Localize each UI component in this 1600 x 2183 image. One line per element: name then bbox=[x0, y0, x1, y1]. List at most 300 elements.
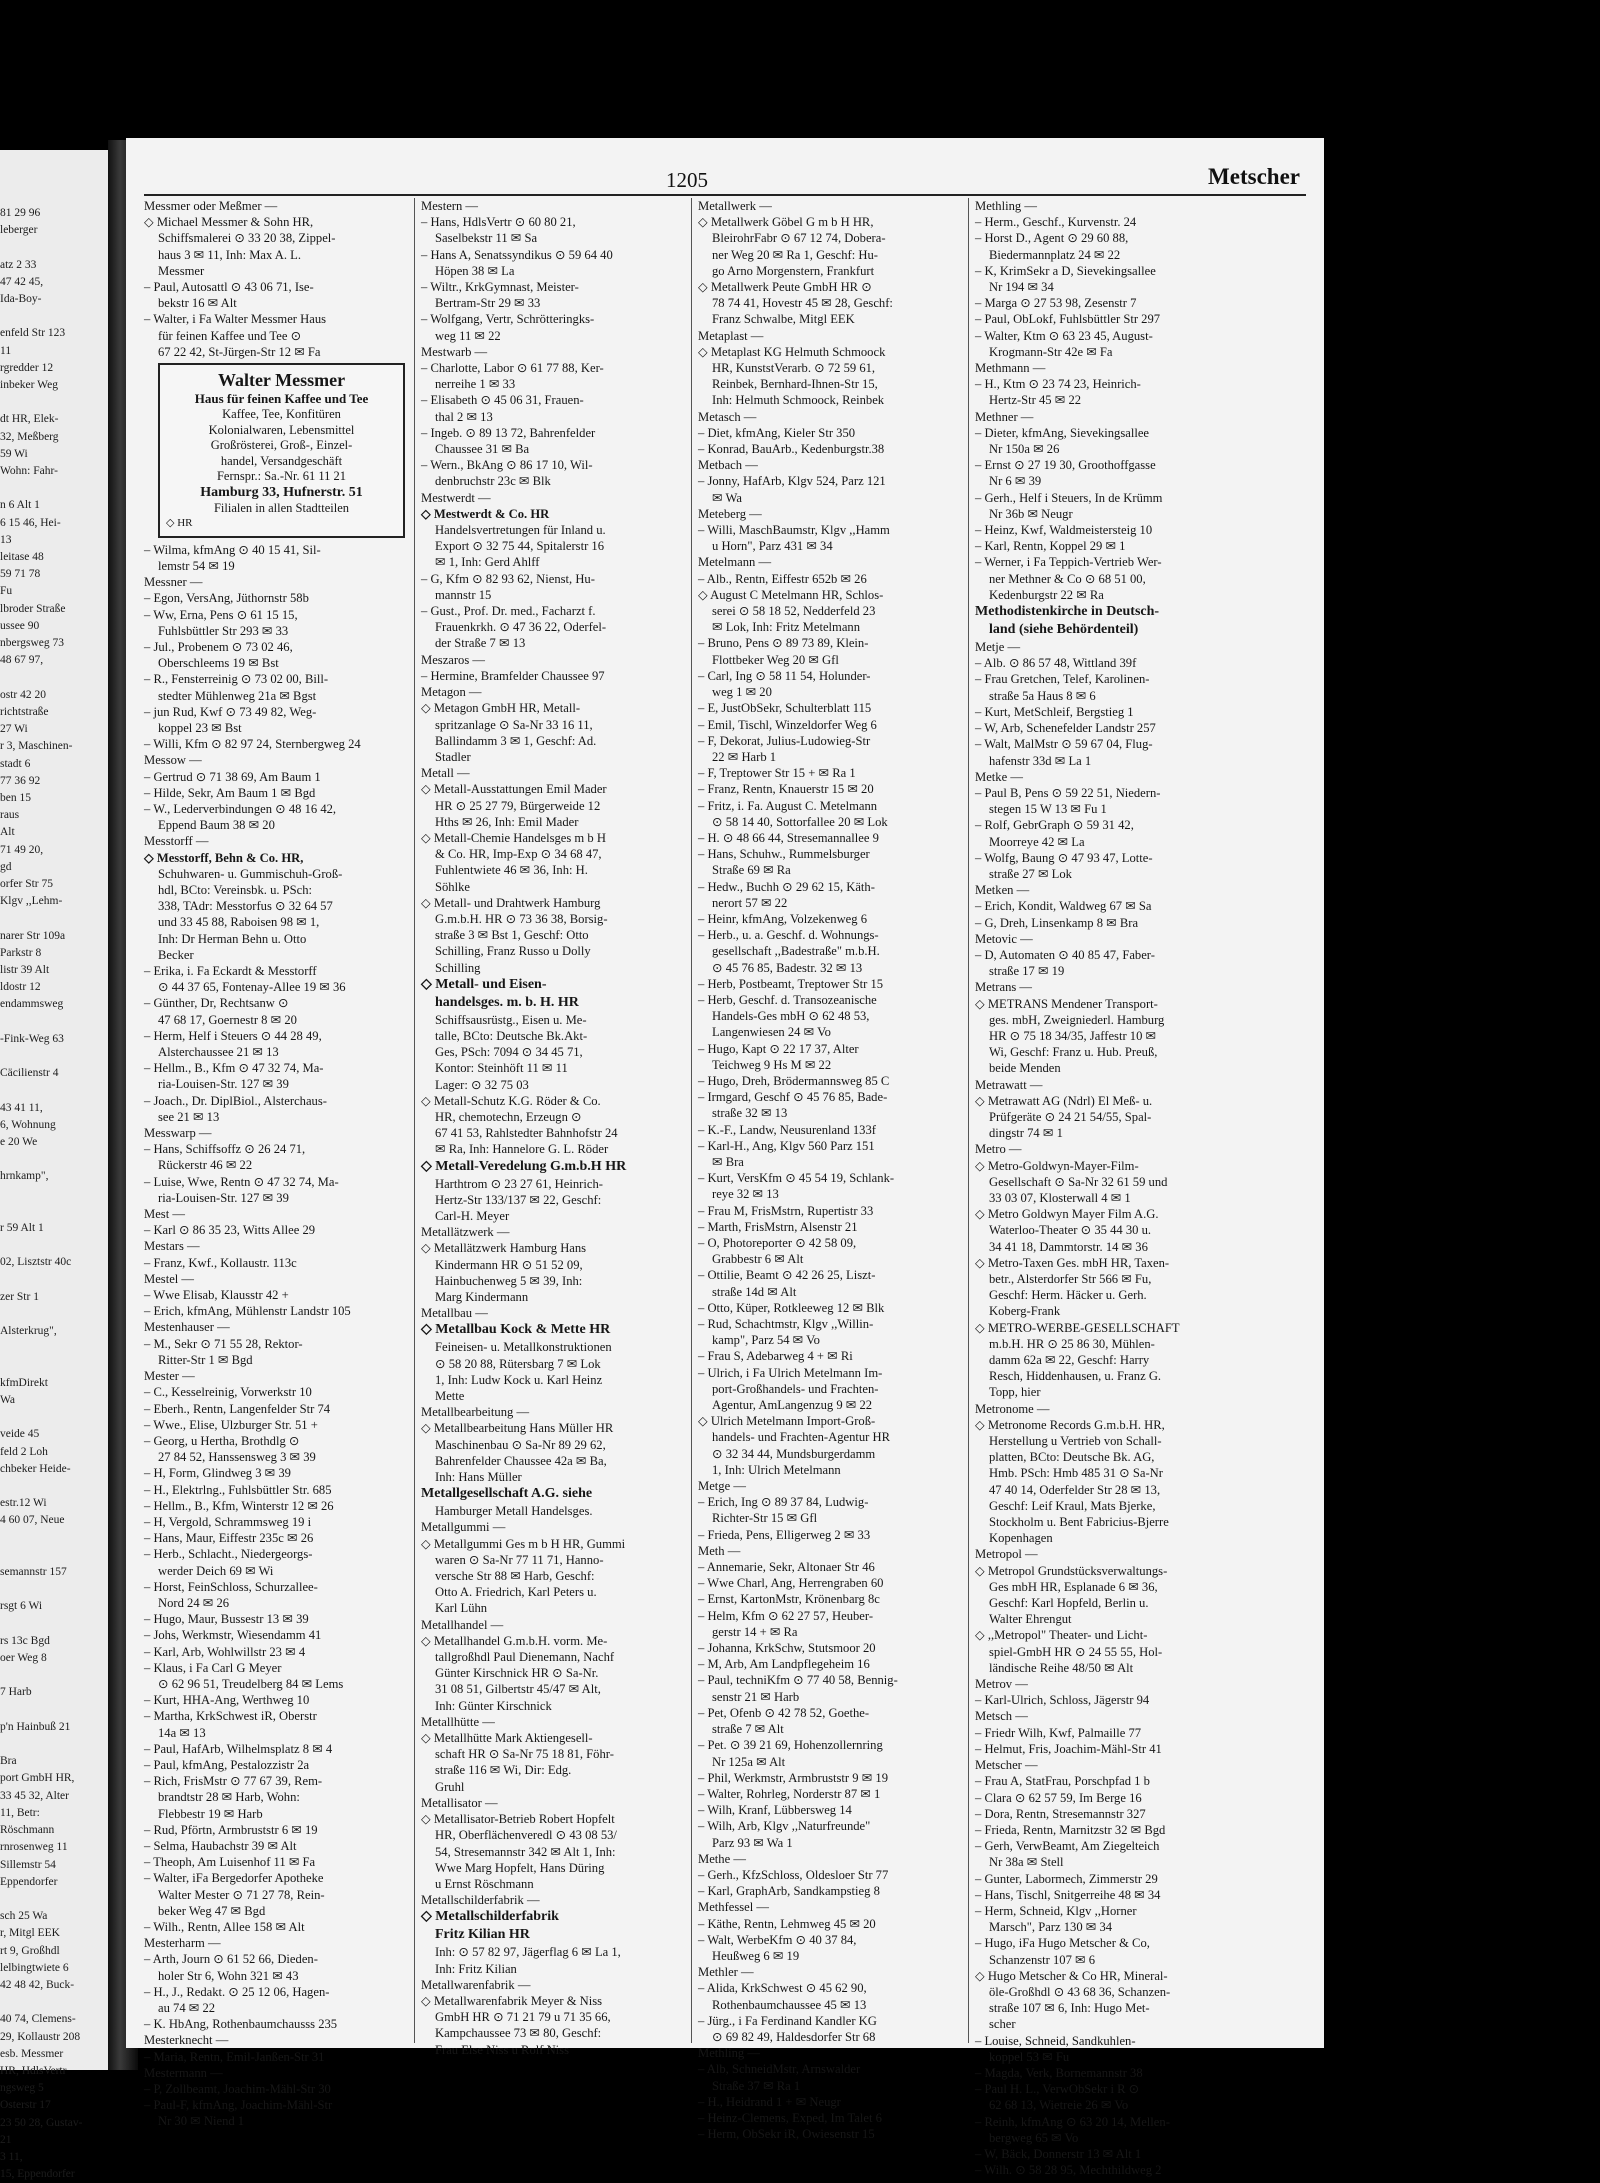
entry-line: Metallwerk — bbox=[698, 199, 772, 213]
entry-line: – Otto, Küper, Rotkleeweg 12 ✉ Blk bbox=[698, 1300, 885, 1315]
entry-line: stedter Mühlenweg 21a ✉ Bgst bbox=[158, 688, 317, 703]
column-1 bbox=[144, 198, 407, 2129]
entry-line: spiel-GmbH HR ⊙ 24 55 55, Hol- bbox=[989, 1644, 1163, 1659]
entry-line: ◇ Metallbearbeitung Hans Müller HR bbox=[421, 1421, 614, 1436]
entry-line: – Ulrich, i Fa Ulrich Metelmann Im- bbox=[698, 1365, 883, 1380]
facing-page-line: Röschmann bbox=[0, 1824, 55, 1837]
entry-line: – Hermine, Bramfelder Chaussee 97 bbox=[421, 668, 605, 683]
entry-line: – Alb. ⊙ 86 57 48, Wittland 39f bbox=[975, 656, 1137, 671]
entry-line: handels- und Frachten-Agentur HR bbox=[712, 1430, 891, 1445]
facing-page-line bbox=[0, 669, 104, 686]
entry-line: schaft HR ⊙ Sa-Nr 75 18 81, Föhr- bbox=[435, 1747, 614, 1762]
entry-line: Chaussee 31 ✉ Ba bbox=[435, 442, 530, 457]
facing-page-line: estr.12 Wi bbox=[0, 1497, 47, 1510]
entry-line: ◇ Metronome Records G.m.b.H. HR, bbox=[975, 1417, 1165, 1432]
entry-line: G.m.b.H. HR ⊙ 73 36 38, Borsig- bbox=[435, 911, 608, 926]
facing-page-line: r 59 Alt 1 bbox=[0, 1221, 44, 1234]
entry-line: Inh: ⊙ 57 82 97, Jägerflag 6 ✉ La 1, bbox=[435, 1945, 621, 1960]
entry-line: Bertram-Str 29 ✉ 33 bbox=[435, 296, 541, 311]
facing-page-line bbox=[0, 1186, 104, 1203]
facing-page-line: feld 2 Loh bbox=[0, 1445, 48, 1458]
facing-page-line: Bra bbox=[0, 1755, 17, 1768]
entry-line: – H., Ktm ⊙ 23 74 23, Heinrich- bbox=[975, 377, 1141, 392]
entry-line: Hainbuchenweg 5 ✉ 39, Inh: bbox=[435, 1273, 583, 1288]
entry-line: Gruhl bbox=[435, 1779, 465, 1794]
entry-line: ner Weg 20 ✉ Ra 1, Geschf: Hu- bbox=[712, 247, 878, 262]
entry-line: Handelsvertretungen für Inland u. bbox=[435, 523, 606, 538]
entry-line: Straße 37 ✉ Ra 1 bbox=[712, 2078, 801, 2093]
entry-heading: handelsges. m. b. H. HR bbox=[435, 994, 579, 1010]
facing-page-line: rt 9, Großhdl bbox=[0, 1944, 60, 1957]
entry-heading: Fritz Kilian HR bbox=[435, 1927, 530, 1943]
facing-page-line: semannstr 157 bbox=[0, 1566, 67, 1579]
entry-line: ria-Louisen-Str. 127 ✉ 39 bbox=[158, 1077, 289, 1092]
facing-page-line: Sillemstr 54 bbox=[0, 1858, 56, 1871]
entry-line: HR, chemotechn, Erzeugn ⊙ bbox=[435, 1109, 582, 1124]
entry-line: – Erich, kfmAng, Mühlenstr Landstr 105 bbox=[144, 1304, 351, 1319]
entry-line: Metrawatt — bbox=[975, 1077, 1043, 1092]
entry-line: – Heinz, Kwf, Waldmeistersteig 10 bbox=[975, 523, 1153, 538]
facing-page-line bbox=[0, 1340, 104, 1357]
entry-line: Marg Kindermann bbox=[435, 1290, 529, 1304]
entry-line: – Herm, ObSekr iR, Owiesenstr 15 bbox=[698, 2127, 875, 2142]
entry-line: Inh: Hans Müller bbox=[435, 1470, 522, 1485]
entry-line: – Konrad, BauArb., Kedenburgstr.38 bbox=[698, 442, 885, 457]
entry-line: ⊙ 32 34 44, Mundsburgerdamm bbox=[712, 1446, 876, 1461]
entry-line: Günter Kirschnick HR ⊙ Sa-Nr. bbox=[435, 1666, 599, 1681]
entry-line: Oberschleems 19 ✉ Bst bbox=[158, 656, 279, 671]
entry-line: und 33 45 88, Raboisen 98 ✉ 1, bbox=[158, 915, 320, 930]
entry-line: 14a ✉ 13 bbox=[158, 1725, 206, 1740]
entry-line: – Wiltr., KrkGymnast, Meister- bbox=[421, 280, 579, 295]
column-3 bbox=[698, 198, 961, 2142]
entry-line: – Walter, iFa Bergedorfer Apotheke bbox=[144, 1871, 324, 1886]
entry-heading: ◇ Metall-Veredelung G.m.b.H HR bbox=[421, 1158, 627, 1174]
facing-page-line bbox=[0, 1478, 104, 1495]
entry-line: Eppend Baum 38 ✉ 20 bbox=[158, 818, 275, 833]
entry-line: Methling — bbox=[698, 2046, 760, 2061]
entry-line: Schiffsmalerei ⊙ 33 20 38, Zippel- bbox=[158, 231, 336, 246]
entry-line: Mestars — bbox=[144, 1239, 200, 1254]
entry-line: – Walt, WerbeKfm ⊙ 40 37 84, bbox=[698, 1932, 857, 1947]
entry-line: 1, Inh: Ulrich Metelmann bbox=[712, 1462, 841, 1477]
entry-line: versche Str 88 ✉ Harb, Geschf: bbox=[435, 1569, 595, 1584]
entry-line: Metke — bbox=[975, 769, 1023, 784]
entry-line: straße 5a Haus 8 ✉ 6 bbox=[989, 688, 1096, 703]
facing-page-line: Alt bbox=[0, 826, 15, 839]
facing-page-line: Fu bbox=[0, 585, 13, 598]
entry-line: – Gerh., KfzSchloss, Oldesloer Str 77 bbox=[698, 1867, 889, 1882]
facing-page-line: 4 60 07, Neue bbox=[0, 1514, 65, 1527]
entry-line: denbruchstr 23c ✉ Blk bbox=[435, 474, 551, 489]
facing-page-line: rgredder 12 bbox=[0, 361, 54, 374]
entry-line: Metaplast — bbox=[698, 328, 764, 343]
entry-line: – Paul H. L., VerwObSekr i R ⊙ bbox=[975, 2082, 1140, 2097]
entry-line: Metallhütte — bbox=[421, 1714, 495, 1729]
page-number: 1205 bbox=[666, 168, 708, 192]
entry-line: port-Großhandels- und Frachten- bbox=[712, 1381, 879, 1396]
facing-page-line: 71 49 20, bbox=[0, 843, 44, 856]
entry-line: 338, TAdr: Messtorfus ⊙ 32 64 57 bbox=[158, 899, 333, 914]
facing-page-line: ostr 42 20 bbox=[0, 688, 46, 701]
entry-line: – Alida, KrkSchwest ⊙ 45 62 90, bbox=[698, 1981, 867, 1996]
entry-line: 54, Stresemannstr 342 ✉ Alt 1, Inh: bbox=[435, 1844, 616, 1859]
entry-line: Herstellung u Vertrieb von Schall- bbox=[989, 1434, 1162, 1449]
entry-line: ◇ Ulrich Metelmann Import-Groß- bbox=[698, 1414, 876, 1429]
facing-page-text bbox=[0, 205, 104, 2183]
facing-page-line: 48 67 97, bbox=[0, 654, 44, 667]
entry-line: u Horn", Parz 431 ✉ 34 bbox=[712, 539, 833, 554]
facing-page-line: Wohn: Fahr- bbox=[0, 465, 58, 478]
entry-line: – Hugo, iFa Hugo Metscher & Co, bbox=[975, 1936, 1150, 1951]
entry-line: ◇ Metro-Goldwyn-Mayer-Film- bbox=[975, 1158, 1139, 1173]
entry-line: platten, BCto: Deutsche Bk. AG, bbox=[989, 1450, 1155, 1465]
facing-page-line: raus bbox=[0, 809, 20, 822]
entry-line: ⊙ 69 82 49, Haldesdorfer Str 68 bbox=[712, 2029, 876, 2044]
entry-line: – Werner, i Fa Teppich-Vertrieb Wer- bbox=[975, 555, 1162, 570]
entry-line: ◇ Michael Messmer & Sohn HR, bbox=[144, 215, 314, 230]
facing-page-line: 6, Wohnung bbox=[0, 1118, 56, 1131]
facing-page-line: 81 29 96 bbox=[0, 207, 41, 219]
entry-line: – Helmut, Fris, Joachim-Mähl-Str 41 bbox=[975, 1741, 1162, 1756]
facing-page-line: 40 74, Clemens- bbox=[0, 2013, 76, 2026]
entry-heading: ◇ Metall- und Eisen- bbox=[421, 976, 547, 992]
entry-line: – Herm, Schneid, Klgv ,,Horner bbox=[975, 1903, 1137, 1918]
entry-line: – Karl, GraphArb, Sandkampstieg 8 bbox=[698, 1884, 880, 1899]
facing-page-line bbox=[0, 1358, 104, 1375]
entry-line: – G, Dreh, Linsenkamp 8 ✉ Bra bbox=[975, 915, 1139, 930]
ad-line: Großrösterei, Groß-, Einzel- bbox=[210, 438, 353, 453]
facing-page-line: 27 Wi bbox=[0, 723, 28, 736]
entry-line: ◇ Metall- und Drahtwerk Hamburg bbox=[421, 895, 601, 910]
entry-line: Mester — bbox=[144, 1369, 195, 1384]
facing-page-line: sch 25 Wa bbox=[0, 1910, 48, 1923]
entry-line: – Klaus, i Fa Carl G Meyer bbox=[144, 1660, 282, 1675]
entry-line: Metelmann — bbox=[698, 555, 772, 570]
facing-page-line: Osterstr 17 bbox=[0, 2099, 51, 2112]
entry-line: & Co. HR, Imp-Exp ⊙ 34 68 47, bbox=[435, 847, 602, 862]
entry-line: Nr 194 ✉ 34 bbox=[989, 280, 1054, 295]
entry-heading: Methodistenkirche in Deutsch- bbox=[975, 604, 1160, 620]
entry-line: – Egon, VersAng, Jüthornstr 58b bbox=[144, 591, 309, 606]
facing-page-line bbox=[0, 1616, 104, 1633]
entry-line: – Hugo, Kapt ⊙ 22 17 37, Alter bbox=[698, 1041, 859, 1056]
entry-line: Meth — bbox=[698, 1543, 741, 1558]
entry-line: serei ⊙ 58 18 52, Nedderfeld 23 bbox=[712, 604, 876, 619]
entry-line: Meszaros — bbox=[421, 652, 486, 667]
entry-line: – Hans, Maur, Eiffestr 235c ✉ 26 bbox=[144, 1531, 314, 1546]
facing-page-line: lbroder Straße bbox=[0, 602, 66, 615]
entry-line: ✉ Lok, Inh: Fritz Metelmann bbox=[712, 620, 861, 635]
entry-line: – Heinr, kfmAng, Volzekenweg 6 bbox=[698, 911, 868, 926]
entry-line: Metro — bbox=[975, 1142, 1022, 1157]
entry-line: Mestwarb — bbox=[421, 344, 488, 359]
entry-line: Schilling, Franz Russo u Dolly bbox=[435, 944, 591, 959]
entry-line: – Gerh, VerwBeamt, Am Ziegelteich bbox=[975, 1839, 1160, 1854]
entry-line: – Wolfg, Baung ⊙ 47 93 47, Lotte- bbox=[975, 850, 1153, 865]
entry-line: straße 17 ✉ 19 bbox=[989, 964, 1065, 979]
entry-line: mannstr 15 bbox=[435, 587, 492, 602]
entry-line: – M, Arb, Am Landpflegeheim 16 bbox=[698, 1657, 870, 1672]
entry-line: gerstr 14 + ✉ Ra bbox=[712, 1624, 798, 1639]
entry-line: – F, Dekorat, Julius-Ludowieg-Str bbox=[698, 733, 871, 748]
entry-line: – Georg, u Hertha, Brothdlg ⊙ bbox=[144, 1433, 300, 1448]
entry-line: Methfessel — bbox=[698, 1900, 769, 1915]
entry-line: ◇ METRO-WERBE-GESELLSCHAFT bbox=[975, 1320, 1180, 1335]
entry-line: au 74 ✉ 22 bbox=[158, 2001, 216, 2016]
entry-line: m.b.H. HR ⊙ 25 86 30, Mühlen- bbox=[989, 1336, 1155, 1351]
facing-page-line: 59 Wi bbox=[0, 447, 28, 460]
entry-line: ⊙ 58 20 88, Rütersbarg 7 ✉ Lok bbox=[435, 1356, 601, 1371]
facing-page-line: 59 71 78 bbox=[0, 568, 41, 581]
facing-page-line bbox=[0, 308, 104, 325]
entry-line: – Kurt, MetSchleif, Bergstieg 1 bbox=[975, 704, 1134, 719]
entry-line: Hamburger Metall Handelsges. bbox=[435, 1504, 593, 1519]
entry-line: – Wwe Elisab, Klausstr 42 + bbox=[144, 1288, 289, 1303]
facing-page-line: ussee 90 bbox=[0, 619, 40, 632]
entry-line: ⊙ 62 96 51, Treudelberg 84 ✉ Lems bbox=[158, 1676, 344, 1691]
facing-page-line bbox=[0, 1014, 104, 1031]
entry-line: Export ⊙ 32 75 44, Spitalerstr 16 bbox=[435, 539, 605, 554]
entry-line: – Bruno, Pens ⊙ 89 73 89, Klein- bbox=[698, 636, 869, 651]
entry-line: – Gertrud ⊙ 71 38 69, Am Baum 1 bbox=[144, 769, 321, 784]
facing-page-line bbox=[0, 1736, 104, 1753]
entry-line: 34 41 18, Dammtorstr. 14 ✉ 36 bbox=[989, 1239, 1148, 1254]
entry-line: Schilling bbox=[435, 960, 481, 975]
entry-line: – Helm, Kfm ⊙ 62 27 57, Heuber- bbox=[698, 1608, 874, 1623]
ad-subtitle: Haus für feinen Kaffee und Tee bbox=[194, 391, 369, 407]
entry-line: Moorreye 42 ✉ La bbox=[989, 834, 1085, 849]
ad-address: Hamburg 33, Hufnerstr. 51 bbox=[200, 484, 363, 500]
entry-line: Mesterharm — bbox=[144, 1936, 221, 1951]
entry-line: straße 3 ✉ Bst 1, Geschf: Otto bbox=[435, 928, 589, 943]
entry-heading: ◇ Metallschilderfabrik bbox=[421, 1909, 559, 1925]
entry-line: nerort 57 ✉ 22 bbox=[712, 895, 788, 910]
entry-line: straße 32 ✉ 13 bbox=[712, 1106, 788, 1121]
entry-line: Metropol — bbox=[975, 1547, 1038, 1562]
entry-line: Methe — bbox=[698, 1851, 746, 1866]
facing-page-line bbox=[0, 1994, 104, 2011]
facing-page-line: 29, Kollaustr 208 bbox=[0, 2030, 81, 2043]
entry-line: lemstr 54 ✉ 19 bbox=[158, 558, 235, 573]
facing-page-fragment bbox=[0, 150, 108, 2181]
entry-line: koppel 53 ✉ Fu bbox=[989, 2049, 1070, 2064]
entry-line: Walter Ehrengut bbox=[989, 1612, 1072, 1627]
entry-line: – Hans, Tischl, Snitgerreihe 48 ✉ 34 bbox=[975, 1887, 1161, 1902]
entry-line: Metasch — bbox=[698, 409, 757, 424]
entry-line: Mesterknecht — bbox=[144, 2033, 229, 2048]
entry-line: Hmb. PSch: Hmb 485 31 ⊙ Sa-Nr bbox=[989, 1466, 1163, 1481]
entry-line: Metallhandel — bbox=[421, 1617, 504, 1632]
entry-line: – K.-F., Landw, Neusurenland 133f bbox=[698, 1122, 876, 1137]
entry-line: ◇ Metallgummi Ges m b H HR, Gummi bbox=[421, 1536, 626, 1551]
ad-line: Kolonialwaren, Lebensmittel bbox=[208, 422, 355, 437]
entry-line: Metallwarenfabrik — bbox=[421, 1977, 531, 1992]
entry-line: – Magda, Verk, Bornemannstr 38 bbox=[975, 2065, 1143, 2080]
entry-line: ◇ Metall-Ausstattungen Emil Mader bbox=[421, 782, 607, 797]
entry-line: Saselbekstr 11 ✉ Sa bbox=[435, 231, 538, 246]
facing-page-line: 21 bbox=[0, 2133, 12, 2146]
facing-page-line: Wa bbox=[0, 1394, 16, 1407]
entry-line: – Paul, HafArb, Wilhelmsplatz 8 ✉ 4 bbox=[144, 1741, 333, 1756]
entry-line: ◇ Metallätzwerk Hamburg Hans bbox=[421, 1241, 587, 1256]
entry-line: – H., Heidrand 1 + ✉ Neugr bbox=[698, 2094, 841, 2109]
facing-page-line: ldostr 12 bbox=[0, 981, 41, 994]
entry-line: Hertz-Str 133/137 ✉ 22, Geschf: bbox=[435, 1192, 602, 1207]
entry-line: Wi, Geschf: Franz u. Hub. Preuß, bbox=[989, 1045, 1158, 1060]
entry-line: – E, JustObSekr, Schulterblatt 115 bbox=[698, 701, 872, 716]
facing-page-line: Klgv ,,Lehm- bbox=[0, 895, 63, 908]
entry-line: – Herb, Postbeamt, Treptower Str 15 bbox=[698, 976, 884, 991]
entry-line: – Rolf, GebrGraph ⊙ 59 31 42, bbox=[975, 818, 1134, 833]
entry-line: – Ernst ⊙ 27 19 30, Groothoffgasse bbox=[975, 458, 1156, 473]
facing-page-line: r, Mitgl EEK bbox=[0, 1927, 60, 1940]
entry-line: Metallisator — bbox=[421, 1795, 498, 1810]
entry-line: Bahrenfelder Chaussee 42a ✉ Ba, bbox=[435, 1453, 607, 1468]
entry-line: – F, Treptower Str 15 + ✉ Ra 1 bbox=[698, 766, 856, 781]
entry-line: – W., Lederverbindungen ⊙ 48 16 42, bbox=[144, 801, 337, 816]
entry-line: – Herb., Schlacht., Niedergeorgs- bbox=[144, 1547, 313, 1562]
facing-page-line: 15, Eppendorfer bbox=[0, 2168, 75, 2181]
facing-page-line: enfeld Str 123 bbox=[0, 327, 66, 340]
entry-line: Metallbau — bbox=[421, 1306, 488, 1321]
entry-line: HR ⊙ 25 27 79, Bürgerweide 12 bbox=[435, 798, 601, 813]
facing-page-line bbox=[0, 1581, 104, 1598]
facing-page-line: ngsweg 5 bbox=[0, 2082, 44, 2095]
facing-page-line: rs 13c Bgd bbox=[0, 1634, 50, 1647]
entry-line: – Phil, Werkmstr, Armbruststr 9 ✉ 19 bbox=[698, 1770, 889, 1785]
entry-line: – Hilde, Sekr, Am Baum 1 ✉ Bgd bbox=[144, 785, 316, 800]
entry-line: ◇ METRANS Mendener Transport- bbox=[975, 996, 1158, 1011]
entry-line: – Theoph, Am Luisenhof 11 ✉ Fa bbox=[144, 1855, 316, 1870]
facing-page-line: nbergsweg 73 bbox=[0, 637, 64, 650]
entry-line: – H. ⊙ 48 66 44, Stresemannallee 9 bbox=[698, 830, 879, 845]
entry-line: Karl Lühn bbox=[435, 1601, 488, 1616]
entry-line: Grabbestr 6 ✉ Alt bbox=[712, 1252, 804, 1267]
facing-page-line bbox=[0, 1272, 104, 1289]
facing-page-line: gd bbox=[0, 860, 12, 873]
entry-line: – Annemarie, Sekr, Altonaer Str 46 bbox=[698, 1560, 875, 1575]
entry-line: betr., Alsterdorfer Str 566 ✉ Fu, bbox=[989, 1272, 1152, 1286]
entry-line: ◇ Metall-Schutz K.G. Röder & Co. bbox=[421, 1093, 601, 1108]
facing-page-line: 3 11, bbox=[0, 2150, 23, 2163]
entry-line: Methling — bbox=[975, 199, 1037, 213]
entry-line: Metken — bbox=[975, 883, 1030, 898]
entry-line: Nr 125a ✉ Alt bbox=[712, 1754, 786, 1769]
entry-line: – Hugo, Maur, Bussestr 13 ✉ 39 bbox=[144, 1612, 309, 1627]
entry-line: Otto A. Friedrich, Karl Peters u. bbox=[435, 1585, 597, 1600]
facing-page-line bbox=[0, 1702, 104, 1719]
entry-line: 1, Inh: Ludw Kock u. Karl Heinz bbox=[435, 1372, 603, 1387]
entry-line: Geschf: Herm. Häcker u. Gerh. bbox=[989, 1288, 1147, 1303]
entry-line: holer Str 6, Wohn 321 ✉ 43 bbox=[158, 1968, 299, 1983]
entry-line: – Luise, Wwe, Rentn ⊙ 47 32 74, Ma- bbox=[144, 1174, 339, 1189]
entry-line: – Gunter, Labormech, Zimmerstr 29 bbox=[975, 1871, 1158, 1886]
entry-line: Schuhwaren- u. Gummischuh-Groß- bbox=[158, 866, 343, 881]
entry-line: Metagon — bbox=[421, 685, 482, 700]
entry-line: – Erich, Kondit, Waldweg 67 ✉ Sa bbox=[975, 899, 1152, 914]
entry-line: – G, Kfm ⊙ 82 93 62, Nienst, Hu- bbox=[421, 571, 595, 586]
entry-line: Ges, PSch: 7094 ⊙ 34 45 71, bbox=[435, 1045, 583, 1060]
facing-page-line: hrnkamp", bbox=[0, 1170, 49, 1183]
entry-line: – H, Form, Glindweg 3 ✉ 39 bbox=[144, 1466, 291, 1481]
entry-line: ◇ Metaplast KG Helmuth Schmoock bbox=[698, 344, 886, 359]
entry-line: Schanzenstr 107 ✉ 6 bbox=[989, 1952, 1096, 1967]
entry-line: ◇ Metallwerk Peute GmbH HR ⊙ bbox=[698, 280, 872, 295]
entry-line: 31 08 51, Gilbertstr 45/47 ✉ Alt, bbox=[435, 1682, 601, 1697]
entry-line: – Ingeb. ⊙ 89 13 72, Bahrenfelder bbox=[421, 425, 596, 440]
entry-line: Lager: ⊙ 32 75 03 bbox=[435, 1077, 529, 1092]
entry-line: weg 11 ✉ 22 bbox=[435, 328, 501, 343]
entry-line: – Franz, Rentn, Knauerstr 15 ✉ 20 bbox=[698, 782, 874, 797]
entry-line: beide Menden bbox=[989, 1061, 1061, 1076]
entry-line: Messmer oder Meßmer — bbox=[144, 199, 278, 213]
facing-page-line: 11 bbox=[0, 344, 12, 357]
entry-line: Metovic — bbox=[975, 931, 1033, 946]
entry-line: – Wwe., Elise, Ulzburger Str. 51 + bbox=[144, 1417, 318, 1432]
entry-line: – Hellm., B., Kfm, Winterstr 12 ✉ 26 bbox=[144, 1498, 334, 1513]
entry-line: – K. HbAng, Rothenbaumchausss 235 bbox=[144, 2017, 338, 2032]
entry-line: – Paul, Autosattl ⊙ 43 06 71, Ise- bbox=[144, 280, 314, 295]
entry-line: gesellschaft ,,Badestraße" m.b.H. bbox=[712, 944, 880, 959]
entry-line: GmbH HR ⊙ 71 21 79 u 71 35 66, bbox=[435, 2010, 611, 2025]
entry-line: – Frau S, Adebarweg 4 + ✉ Ri bbox=[698, 1349, 853, 1364]
entry-line: – Alb., Rentn, Eiffestr 652b ✉ 26 bbox=[698, 571, 867, 586]
entry-line: damm 62a ✉ 22, Geschf: Harry bbox=[989, 1353, 1150, 1368]
entry-line: – Kurt, HHA-Ang, Werthweg 10 bbox=[144, 1693, 310, 1708]
entry-line: – Horst D., Agent ⊙ 29 60 88, bbox=[975, 231, 1129, 246]
facing-page-line: Cäcilienstr 4 bbox=[0, 1067, 59, 1080]
entry-line: – Wilh, Kranf, Lübbersweg 14 bbox=[698, 1803, 852, 1818]
entry-line: Messner — bbox=[144, 575, 203, 590]
entry-line: go Arno Morgenstern, Frankfurt bbox=[712, 263, 875, 278]
entry-line: Straße 69 ✉ Ra bbox=[712, 863, 791, 878]
entry-line: senstr 21 ✉ Harb bbox=[712, 1689, 800, 1704]
facing-page-line: listr 39 Alt bbox=[0, 963, 50, 976]
entry-line: – Marga ⊙ 27 53 98, Zesenstr 7 bbox=[975, 296, 1137, 311]
entry-line: ◇ Metallhütte Mark Aktiengesell- bbox=[421, 1731, 593, 1746]
facing-page-line bbox=[0, 1237, 104, 1254]
facing-page-line: kfmDirekt bbox=[0, 1376, 48, 1389]
entry-line: – Paul B, Pens ⊙ 59 22 51, Niedern- bbox=[975, 785, 1161, 800]
advertisement-box bbox=[158, 363, 405, 538]
entry-line: Frauenkrkh. ⊙ 47 36 22, Oderfel- bbox=[435, 620, 607, 635]
facing-page-line bbox=[0, 239, 104, 256]
entry-line: – Frau Gretchen, Telef, Karolinen- bbox=[975, 672, 1150, 687]
entry-line: – Wern., BkAng ⊙ 86 17 10, Wil- bbox=[421, 458, 593, 473]
entry-line: – Willi, Kfm ⊙ 82 97 24, Sternbergweg 24 bbox=[144, 737, 361, 752]
entry-line: stegen 15 W 13 ✉ Fu 1 bbox=[989, 802, 1107, 817]
entry-line: Mestwerdt — bbox=[421, 490, 491, 505]
entry-line: – O, Photoreporter ⊙ 42 58 09, bbox=[698, 1236, 857, 1250]
entry-line: spritzanlage ⊙ Sa-Nr 33 16 11, bbox=[435, 717, 593, 732]
entry-line: Metrov — bbox=[975, 1677, 1028, 1692]
entry-line: scher bbox=[989, 2017, 1016, 2032]
entry-line: Geschf: Karl Hopfeld, Berlin u. bbox=[989, 1596, 1149, 1611]
facing-page-line: Eppendorfer bbox=[0, 1875, 58, 1888]
entry-line: Nr 150a ✉ 26 bbox=[989, 442, 1060, 457]
ad-line: handel, Versandgeschäft bbox=[220, 453, 343, 468]
facing-page-line bbox=[0, 1530, 104, 1547]
entry-line: Koberg-Frank bbox=[989, 1304, 1061, 1319]
entry-line: Metallbearbeitung — bbox=[421, 1405, 530, 1420]
entry-line: – Käthe, Rentn, Lehmweg 45 ✉ 20 bbox=[698, 1916, 876, 1931]
entry-line: Fuhlsbüttler Str 293 ✉ 33 bbox=[158, 623, 289, 638]
entry-line: ◇ Metall-Chemie Handelsges m b H bbox=[421, 830, 606, 845]
entry-line: Resch, Hiddenhausen, u. Franz G. bbox=[989, 1369, 1162, 1384]
entry-line: Schiffsausrüstg., Eisen u. Me- bbox=[435, 1012, 587, 1027]
entry-line: Metsch — bbox=[975, 1709, 1028, 1724]
